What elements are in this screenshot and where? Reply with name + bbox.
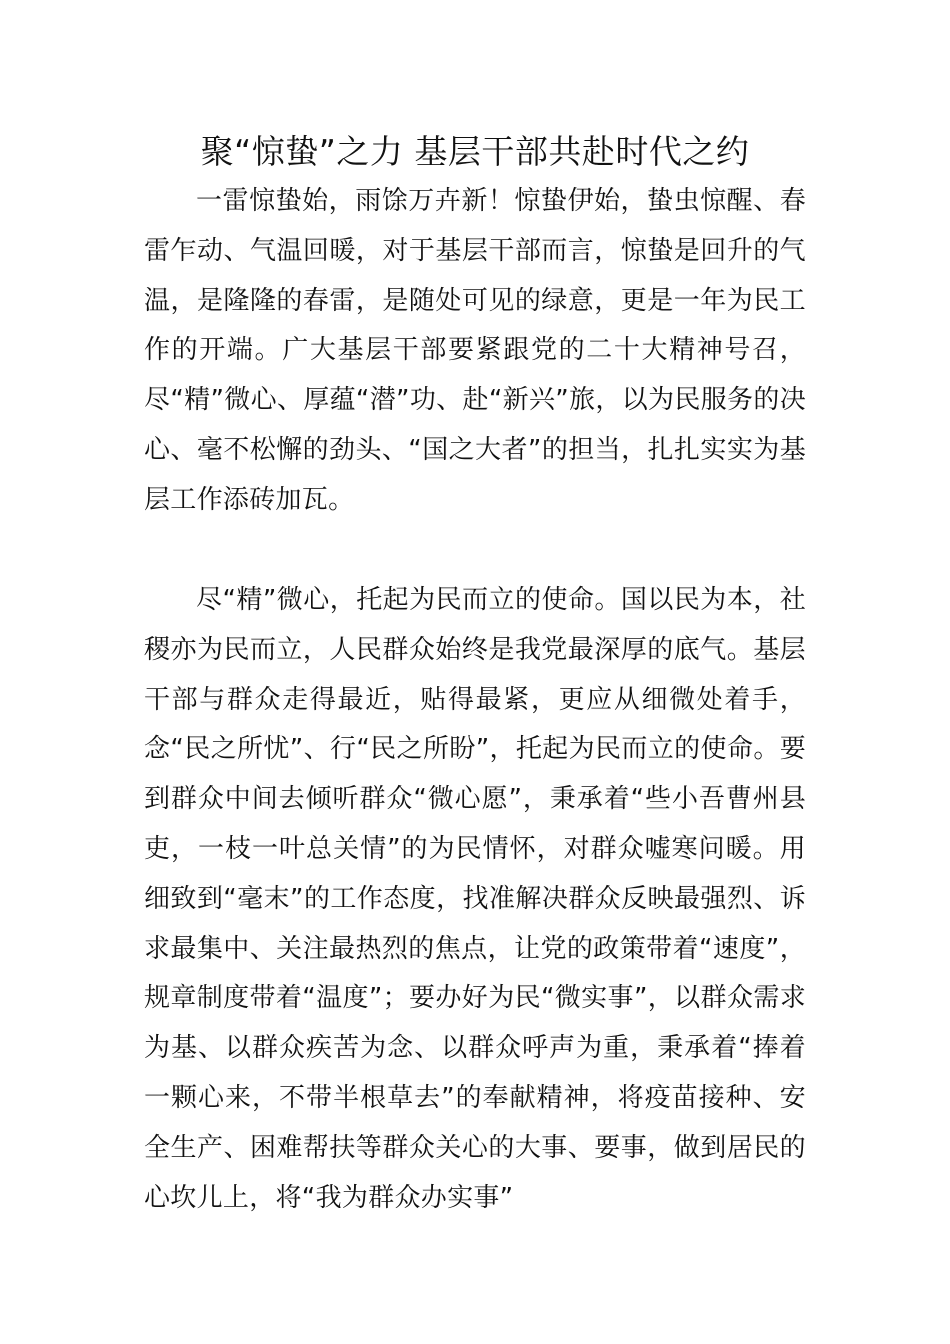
paragraph-intro: 一雷惊蛰始，雨馀万卉新！惊蛰伊始，蛰虫惊醒、春雷乍动、气温回暖，对于基层干部而言，惊蛰是回升的气温，是隆隆的春雷，是随处可见的绿意，更是一年为民工作的开端。广大基层干部要紧跟党的二十大精神号召，尽“精”微心、厚蕴“潜”功、赴“新兴”旅，以为民服务的决心、毫不松懈的劲头、“国之大者”的担当，扎扎实实为基层工作添砖加瓦。 [144, 186, 806, 515]
document-title: 聚“惊蛰”之力 基层干部共赴时代之约 [200, 132, 750, 171]
paragraph-body: 尽“精”微心，托起为民而立的使命。国以民为本，社稷亦为民而立，人民群众始终是我党最深厚的底气。基层干部与群众走得最近，贴得最紧，更应从细微处着手，念“民之所忧”、行“民之所盼”，托起为民而立的使命。要到群众中间去倾听群众“微心愿”，秉承着“些小吾曹州县吏，一枝一叶总关情”的为民情怀，对群众嘘寒问暖。用细致到“毫末”的工作态度，找准解决群众反映最强烈、诉求最集中、关注最热烈的焦点，让党的政策带着“速度”，规章制度带着“温度”；要办好为民“微实事”，以群众需求为基、以群众疾苦为念、以群众呼声为重，秉承着“捧着一颗心来，不带半根草去”的奉献精神，将疫苗接种、安全生产、困难帮扶等群众关心的大事、要事，做到居民的心坎儿上，将“我为群众办实事” [144, 585, 806, 1213]
